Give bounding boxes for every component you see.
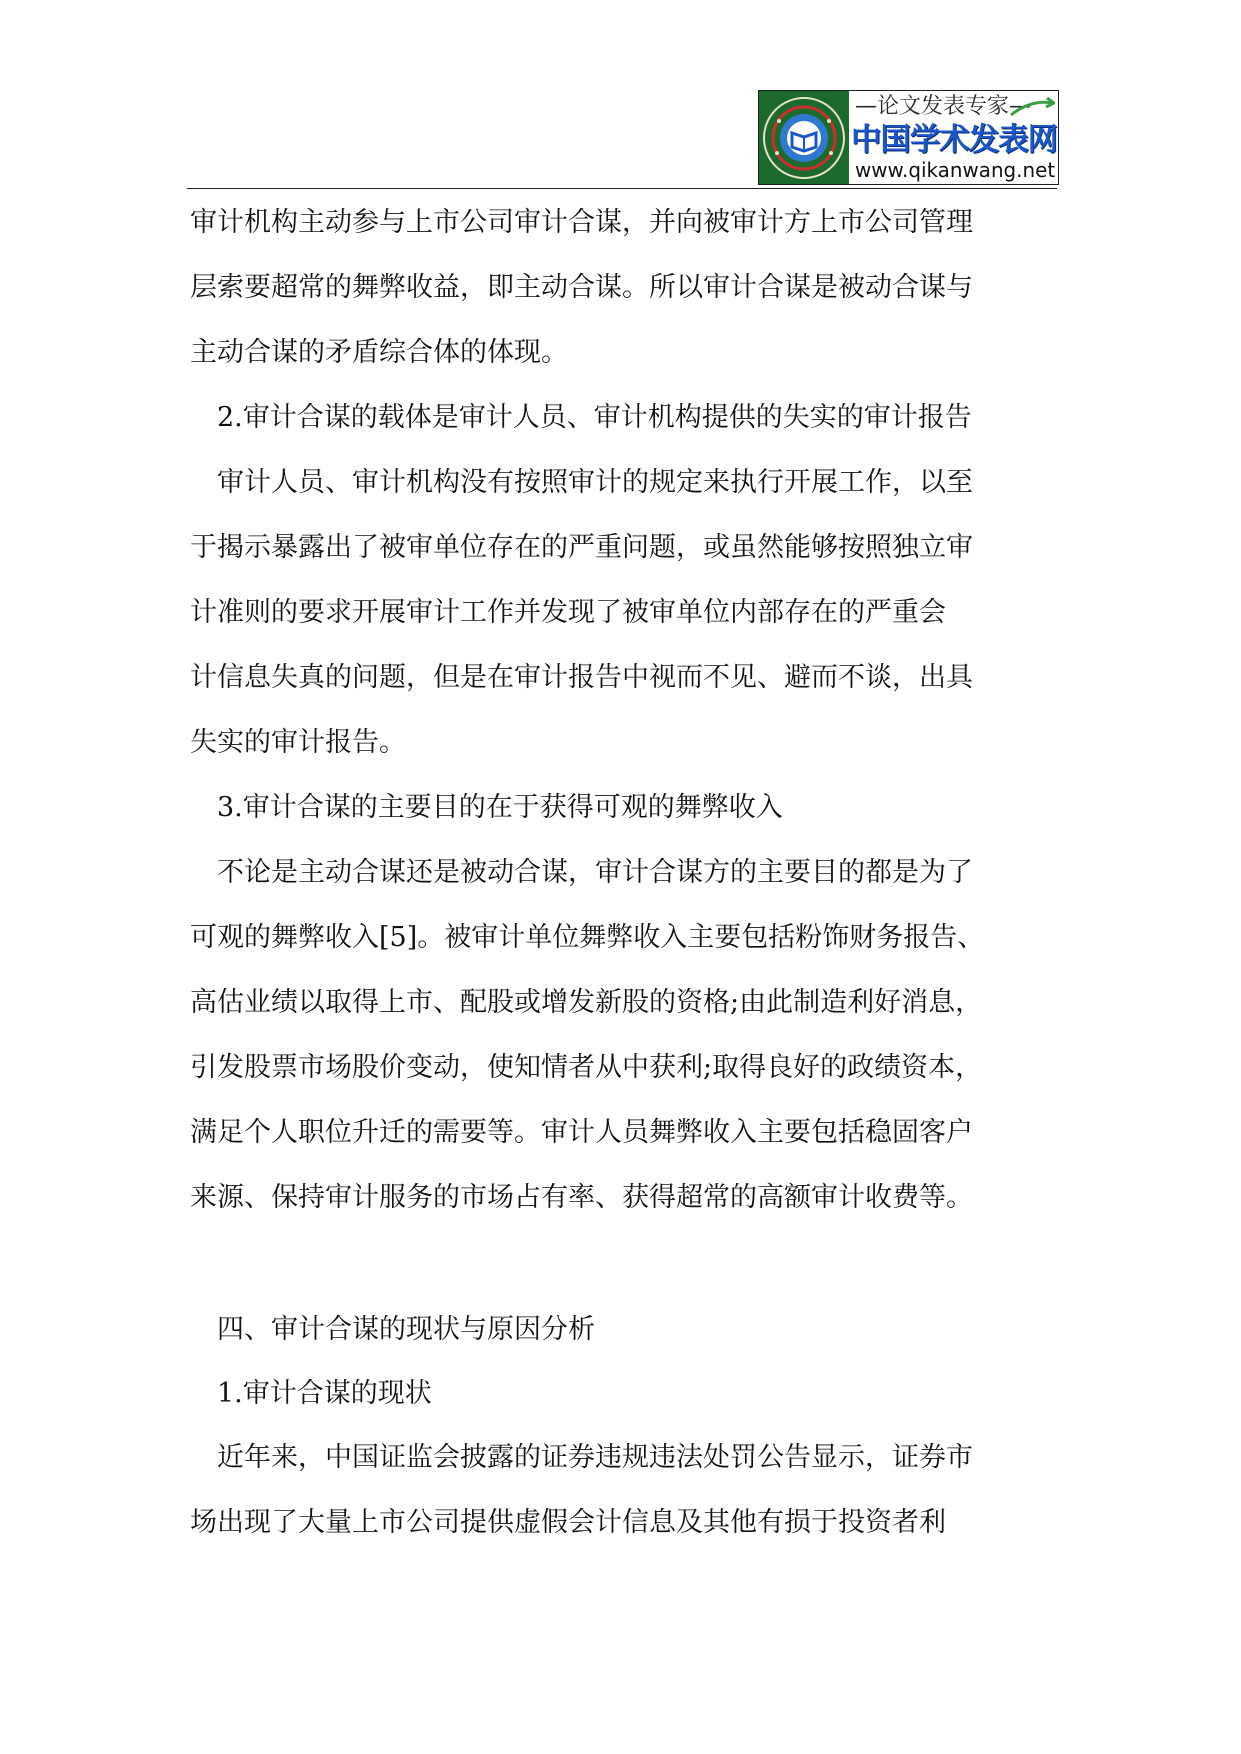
text-line: 主动合谋的矛盾综合体的体现。 <box>190 337 568 368</box>
text-line: 失实的审计报告。 <box>190 727 406 758</box>
section-heading-3: 3.审计合谋的主要目的在于获得可观的舞弊收入 <box>217 792 783 823</box>
text-line: 审计机构主动参与上市公司审计合谋，并向被审计方上市公司管理 <box>190 207 973 238</box>
logo-swoosh-icon <box>1009 95 1055 121</box>
header-divider <box>187 188 1057 189</box>
text-line: 引发股票市场股价变动，使知情者从中获利;取得良好的政绩资本， <box>190 1052 983 1083</box>
logo-url: www.qikanwang.net <box>855 158 1056 182</box>
text-line: 于揭示暴露出了被审单位存在的严重问题，或虽然能够按照独立审 <box>190 532 973 563</box>
logo-seal-emblem <box>759 91 849 185</box>
text-line: 满足个人职位升迁的需要等。审计人员舞弊收入主要包括稳固客户 <box>190 1117 973 1148</box>
text-line: 计准则的要求开展审计工作并发现了被审单位内部存在的严重会 <box>190 597 946 628</box>
chapter-heading-4: 四、审计合谋的现状与原因分析 <box>217 1314 595 1345</box>
text-line: 来源、保持审计服务的市场占有率、获得超常的高额审计收费等。 <box>190 1182 973 1213</box>
section-heading-1: 1.审计合谋的现状 <box>217 1378 432 1409</box>
section-heading-2: 2.审计合谋的载体是审计人员、审计机构提供的失实的审计报告 <box>217 402 972 433</box>
paragraph-start: 近年来，中国证监会披露的证券违规违法处罚公告显示，证券市 <box>217 1442 973 1473</box>
site-logo <box>758 90 1059 185</box>
paragraph-start: 审计人员、审计机构没有按照审计的规定来执行开展工作，以至 <box>217 467 973 498</box>
text-line: 高估业绩以取得上市、配股或增发新股的资格;由此制造利好消息， <box>190 987 983 1018</box>
paragraph-start: 不论是主动合谋还是被动合谋，审计合谋方的主要目的都是为了 <box>217 857 973 888</box>
text-line: 场出现了大量上市公司提供虚假会计信息及其他有损于投资者利 <box>190 1507 946 1538</box>
logo-brand-name: 中国学术发表网 <box>851 122 1058 158</box>
text-line: 可观的舞弊收入[5]。被审计单位舞弊收入主要包括粉饰财务报告、 <box>190 922 985 953</box>
text-line: 计信息失真的问题，但是在审计报告中视而不见、避而不谈，出具 <box>190 662 973 693</box>
logo-slogan: —论文发表专家— <box>855 94 1032 119</box>
text-line: 层索要超常的舞弊收益，即主动合谋。所以审计合谋是被动合谋与 <box>190 272 973 303</box>
